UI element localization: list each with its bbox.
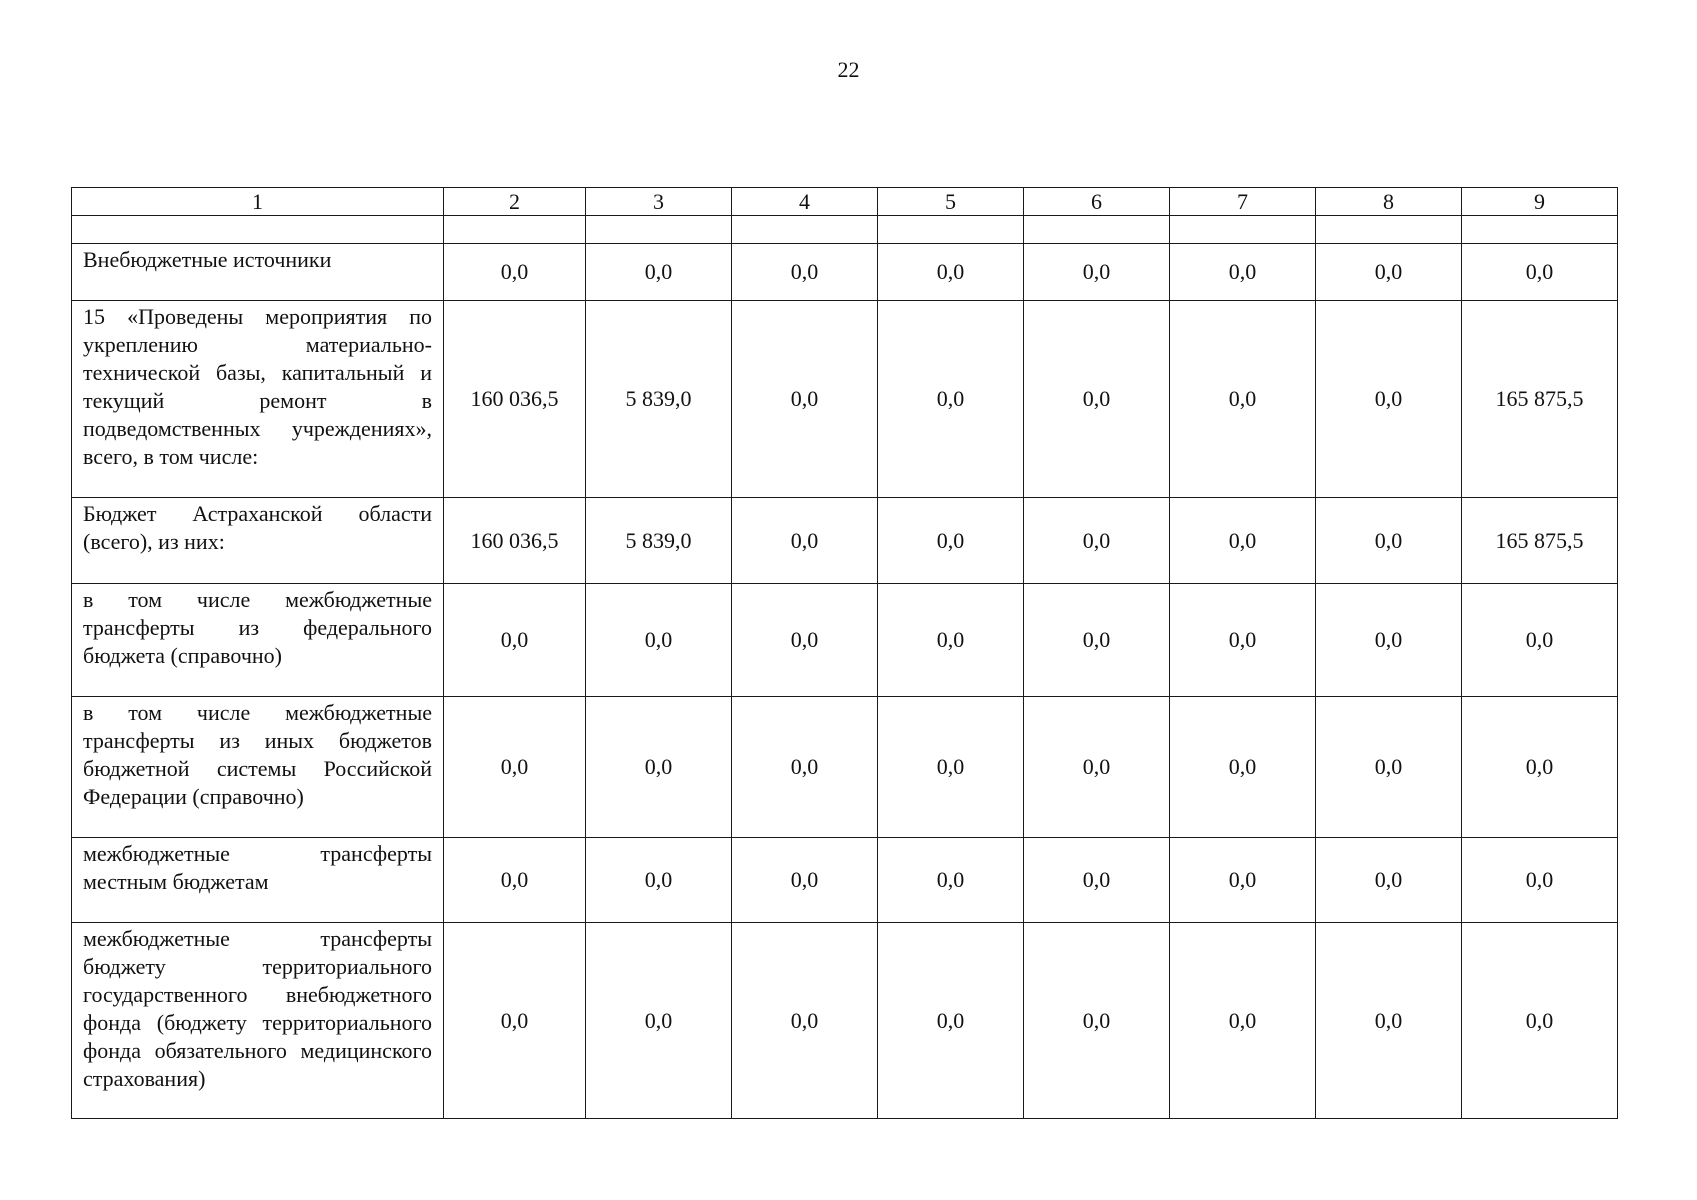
empty-row	[72, 216, 1618, 244]
page-number: 22	[837, 57, 860, 82]
empty-cell	[586, 216, 732, 244]
value-cell: 0,0	[1024, 697, 1170, 838]
empty-cell	[1316, 216, 1462, 244]
value-cell: 0,0	[1462, 244, 1618, 301]
column-number-cell: 8	[1316, 188, 1462, 216]
value-cell: 0,0	[732, 838, 878, 923]
value-cell: 0,0	[444, 923, 586, 1119]
empty-cell	[732, 216, 878, 244]
value-cell: 0,0	[1462, 697, 1618, 838]
row-label-cell	[72, 301, 444, 498]
column-number-row	[72, 188, 1618, 216]
row-label: 15 «Проведены мероприятия по укреплению материально-технической базы, капитальный и текущий ремонт в подведомственных учреждениях», всего, в том числе:	[83, 304, 432, 469]
empty-cell	[1170, 216, 1316, 244]
value-cell: 0,0	[1316, 498, 1462, 584]
value-cell: 0,0	[732, 244, 878, 301]
table-row	[72, 498, 1618, 584]
column-number-cell: 3	[586, 188, 732, 216]
value-cell: 0,0	[1170, 838, 1316, 923]
value-cell: 0,0	[586, 244, 732, 301]
row-label: межбюджетные трансферты бюджету территориального государственного внебюджетного фонда (бюджету территориального фонда обязательного медицинского страхования)	[83, 926, 432, 1091]
value-cell: 0,0	[1462, 584, 1618, 697]
value-cell: 0,0	[444, 244, 586, 301]
row-label-cell	[72, 584, 444, 697]
value-cell: 0,0	[1170, 697, 1316, 838]
value-cell: 0,0	[878, 923, 1024, 1119]
row-label: в том числе межбюджетные трансферты из федерального бюджета (справочно)	[83, 587, 432, 668]
table-row	[72, 301, 1618, 498]
value-cell: 0,0	[1316, 838, 1462, 923]
row-label: межбюджетные трансферты местным бюджетам	[83, 841, 432, 894]
value-cell: 0,0	[1024, 498, 1170, 584]
column-number-cell: 1	[72, 188, 444, 216]
row-label: в том числе межбюджетные трансферты из иных бюджетов бюджетной системы Российской Федерации (справочно)	[83, 700, 432, 809]
value-cell: 0,0	[444, 584, 586, 697]
value-cell: 0,0	[1462, 838, 1618, 923]
value-cell: 0,0	[878, 244, 1024, 301]
column-number-cell: 9	[1462, 188, 1618, 216]
value-cell: 0,0	[586, 584, 732, 697]
value-cell: 160 036,5	[444, 301, 586, 498]
value-cell: 5 839,0	[586, 498, 732, 584]
value-cell: 165 875,5	[1462, 498, 1618, 584]
table-row	[72, 838, 1618, 923]
value-cell: 0,0	[732, 923, 878, 1119]
row-label-cell	[72, 838, 444, 923]
value-cell: 5 839,0	[586, 301, 732, 498]
empty-cell	[72, 216, 444, 244]
value-cell: 0,0	[1170, 498, 1316, 584]
value-cell: 0,0	[1462, 923, 1618, 1119]
value-cell: 0,0	[586, 923, 732, 1119]
value-cell: 0,0	[732, 584, 878, 697]
row-label: Бюджет Астраханской области (всего), из них:	[83, 501, 432, 554]
value-cell: 0,0	[586, 838, 732, 923]
value-cell: 0,0	[1316, 584, 1462, 697]
row-label-cell	[72, 697, 444, 838]
column-number-cell: 2	[444, 188, 586, 216]
value-cell: 0,0	[878, 301, 1024, 498]
column-number-cell: 6	[1024, 188, 1170, 216]
table-row	[72, 244, 1618, 301]
value-cell: 0,0	[1316, 301, 1462, 498]
table-row	[72, 697, 1618, 838]
table-row	[72, 584, 1618, 697]
value-cell: 0,0	[732, 301, 878, 498]
value-cell: 0,0	[732, 697, 878, 838]
value-cell: 0,0	[1024, 838, 1170, 923]
row-label-cell	[72, 498, 444, 584]
value-cell: 165 875,5	[1462, 301, 1618, 498]
row-label: Внебюджетные источники	[83, 247, 332, 272]
value-cell: 0,0	[878, 498, 1024, 584]
column-number-cell: 5	[878, 188, 1024, 216]
empty-cell	[444, 216, 586, 244]
column-number-cell: 7	[1170, 188, 1316, 216]
value-cell: 0,0	[1024, 584, 1170, 697]
empty-cell	[878, 216, 1024, 244]
budget-table	[71, 187, 1618, 1119]
value-cell: 0,0	[444, 697, 586, 838]
column-number-cell: 4	[732, 188, 878, 216]
value-cell: 0,0	[1316, 923, 1462, 1119]
value-cell: 0,0	[444, 838, 586, 923]
empty-cell	[1462, 216, 1618, 244]
value-cell: 0,0	[1024, 244, 1170, 301]
row-label-cell	[72, 244, 444, 301]
value-cell: 0,0	[1170, 923, 1316, 1119]
value-cell: 0,0	[878, 697, 1024, 838]
value-cell: 0,0	[1316, 697, 1462, 838]
value-cell: 0,0	[732, 498, 878, 584]
value-cell: 0,0	[1024, 923, 1170, 1119]
value-cell: 0,0	[1170, 584, 1316, 697]
value-cell: 0,0	[1024, 301, 1170, 498]
value-cell: 0,0	[878, 584, 1024, 697]
value-cell: 0,0	[878, 838, 1024, 923]
table-row	[72, 923, 1618, 1119]
value-cell: 0,0	[1316, 244, 1462, 301]
empty-cell	[1024, 216, 1170, 244]
value-cell: 160 036,5	[444, 498, 586, 584]
value-cell: 0,0	[1170, 244, 1316, 301]
row-label-cell	[72, 923, 444, 1119]
value-cell: 0,0	[1170, 301, 1316, 498]
value-cell: 0,0	[586, 697, 732, 838]
